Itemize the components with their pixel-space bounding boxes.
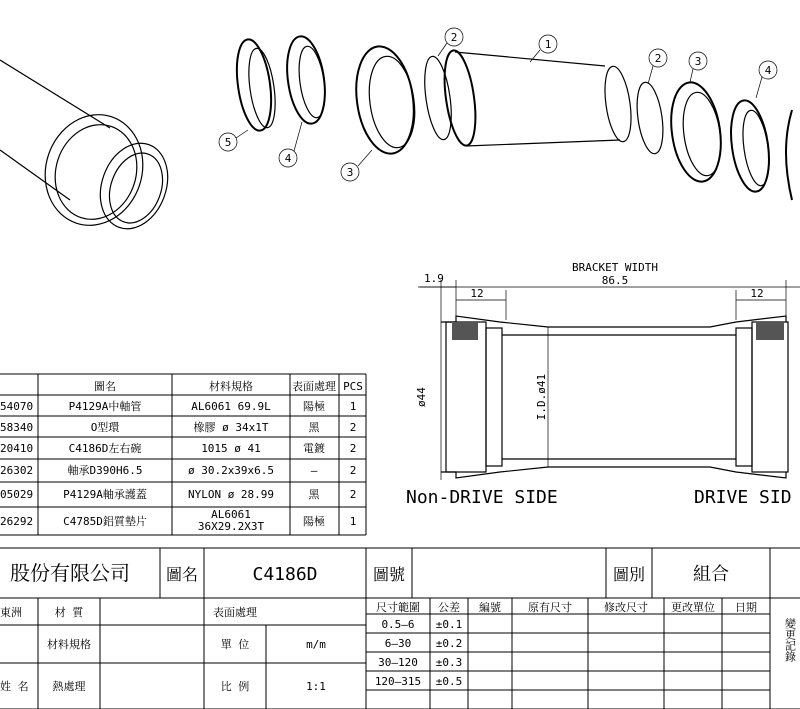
balloon-1 bbox=[530, 35, 557, 62]
tol-header: 原有尺寸 bbox=[528, 601, 572, 614]
svg-text:05029: 05029 bbox=[0, 488, 34, 501]
tol-value: ±0.2 bbox=[435, 637, 463, 650]
svg-text:P4129A中軸管: P4129A中軸管 bbox=[68, 400, 142, 413]
part-2-oring-right bbox=[633, 81, 667, 156]
part-4-bearing-cover-right bbox=[726, 98, 774, 194]
svg-text:軸承D390H6.5: 軸承D390H6.5 bbox=[67, 464, 143, 477]
bom-row bbox=[0, 420, 356, 434]
part-3-cup-right bbox=[665, 79, 726, 185]
bom-header-finish: 表面處理 bbox=[292, 380, 336, 393]
bom-row bbox=[0, 487, 356, 501]
tol-header: 尺寸範圍 bbox=[376, 601, 420, 614]
dim-left-cup: 12 bbox=[470, 287, 484, 300]
svg-text:1: 1 bbox=[544, 38, 552, 51]
bom-header-material: 材料規格 bbox=[209, 380, 253, 393]
svg-text:1: 1 bbox=[349, 400, 357, 413]
bom-table bbox=[0, 374, 366, 535]
unit-value: m/m bbox=[306, 638, 326, 651]
bracket-width-value: 86.5 bbox=[601, 274, 629, 287]
svg-text:2: 2 bbox=[349, 488, 357, 501]
drawing-name: C4186D bbox=[252, 564, 318, 585]
finish-label: 表面處理 bbox=[213, 606, 257, 619]
svg-text:2: 2 bbox=[349, 442, 357, 455]
category: 組合 bbox=[693, 564, 729, 585]
drive-side-label: DRIVE SID bbox=[694, 487, 792, 508]
part-2-oring-left bbox=[420, 55, 455, 142]
svg-text:3: 3 bbox=[346, 166, 354, 179]
scale-label: 比 例 bbox=[220, 680, 250, 693]
tol-value: ±0.5 bbox=[435, 675, 463, 688]
svg-text:2: 2 bbox=[349, 464, 357, 477]
svg-text:26292: 26292 bbox=[0, 515, 34, 528]
svg-text:1: 1 bbox=[349, 515, 357, 528]
category-label: 圖別 bbox=[612, 565, 646, 584]
bracket-width-label: BRACKET WIDTH bbox=[571, 261, 659, 274]
balloon-3-right bbox=[689, 52, 707, 82]
svg-text:5: 5 bbox=[224, 136, 232, 149]
section-view bbox=[406, 261, 800, 508]
scale-value: 1:1 bbox=[306, 680, 326, 693]
part-5-spacer-right bbox=[786, 110, 792, 200]
tol-value: ±0.3 bbox=[435, 656, 463, 669]
exploded-view bbox=[0, 28, 792, 238]
svg-text:–: – bbox=[310, 464, 318, 477]
svg-text:4: 4 bbox=[284, 152, 292, 165]
svg-text:P4129A軸承護蓋: P4129A軸承護蓋 bbox=[63, 488, 147, 501]
svg-text:36X29.2X3T: 36X29.2X3T bbox=[197, 520, 265, 533]
svg-text:橡膠 ø 34x1T: 橡膠 ø 34x1T bbox=[193, 421, 269, 434]
svg-text:C4785D鋁質墊片: C4785D鋁質墊片 bbox=[63, 515, 147, 528]
part-3-cup-left bbox=[350, 43, 420, 158]
name-label: 姓 名 bbox=[0, 680, 29, 693]
bom-header-name: 圖名 bbox=[94, 380, 116, 393]
svg-text:黑: 黑 bbox=[308, 421, 320, 434]
tol-header: 更改單位 bbox=[671, 601, 715, 614]
material-spec-label: 材料規格 bbox=[47, 638, 91, 651]
svg-text:AL6061: AL6061 bbox=[211, 508, 251, 521]
balloon-5 bbox=[219, 130, 248, 151]
balloon-2-right bbox=[648, 49, 667, 84]
bom-header-pcs: PCS bbox=[343, 380, 363, 393]
bom-row bbox=[0, 441, 356, 455]
title-block bbox=[0, 548, 800, 709]
dim-left-offset: 1.9 bbox=[424, 272, 444, 285]
part-4-bearing-cover bbox=[282, 34, 330, 126]
cylinder-partial-left bbox=[0, 60, 179, 238]
heat-label: 熱處理 bbox=[52, 680, 86, 693]
designer: 東洲 bbox=[0, 606, 22, 619]
svg-text:陽極: 陽極 bbox=[303, 515, 325, 528]
tol-value: ±0.1 bbox=[435, 618, 463, 631]
svg-text:C4186D左右碗: C4186D左右碗 bbox=[68, 442, 142, 455]
bom-row bbox=[0, 508, 356, 533]
company-name: 股份有限公司 bbox=[10, 561, 130, 585]
part-1-bb-tube bbox=[439, 49, 635, 148]
svg-text:黑: 黑 bbox=[308, 488, 320, 501]
svg-text:20410: 20410 bbox=[0, 442, 34, 455]
dim-right-cup: 12 bbox=[750, 287, 764, 300]
balloon-4-left bbox=[279, 122, 302, 167]
tol-range: 0.5–6 bbox=[381, 618, 415, 631]
svg-text:26302: 26302 bbox=[0, 464, 34, 477]
svg-text:NYLON ø 28.99: NYLON ø 28.99 bbox=[187, 488, 275, 501]
svg-text:1015 ø 41: 1015 ø 41 bbox=[201, 442, 261, 455]
tol-header: 修改尺寸 bbox=[604, 601, 648, 614]
balloon-3-left bbox=[341, 150, 372, 181]
bom-row bbox=[0, 463, 356, 477]
svg-text:陽極: 陽極 bbox=[303, 400, 325, 413]
tol-header: 編號 bbox=[479, 601, 501, 614]
svg-text:2: 2 bbox=[349, 421, 357, 434]
revision-label: 變更記錄 bbox=[783, 618, 797, 662]
tol-range: 6–30 bbox=[384, 637, 412, 650]
drawing-name-label: 圖名 bbox=[165, 565, 199, 584]
balloon-4-right bbox=[756, 61, 777, 98]
non-drive-side-label: Non-DRIVE SIDE bbox=[406, 487, 558, 508]
svg-text:2: 2 bbox=[654, 52, 662, 65]
bom-row bbox=[0, 399, 356, 413]
bearing-right bbox=[756, 322, 784, 340]
svg-text:電鍍: 電鍍 bbox=[303, 442, 325, 455]
tol-header: 公差 bbox=[438, 601, 460, 614]
material-label: 材 質 bbox=[54, 606, 84, 619]
part-5-spacer bbox=[232, 37, 280, 133]
svg-text:ø 30.2x39x6.5: ø 30.2x39x6.5 bbox=[187, 464, 275, 477]
dim-inner-dia: I.D.ø41 bbox=[535, 373, 548, 421]
unit-label: 單 位 bbox=[220, 638, 250, 651]
tol-header: 日期 bbox=[735, 601, 757, 614]
svg-text:4: 4 bbox=[764, 64, 772, 77]
dim-outer-dia: ø44 bbox=[415, 387, 428, 407]
svg-text:O型環: O型環 bbox=[90, 421, 120, 434]
tol-range: 30–120 bbox=[378, 656, 418, 669]
drawing-no-label: 圖號 bbox=[372, 565, 406, 584]
svg-text:AL6061 69.9L: AL6061 69.9L bbox=[191, 400, 271, 413]
bearing-left bbox=[452, 322, 478, 340]
tol-range: 120–315 bbox=[374, 675, 422, 688]
svg-text:58340: 58340 bbox=[0, 421, 34, 434]
svg-text:2: 2 bbox=[450, 31, 458, 44]
svg-text:54070: 54070 bbox=[0, 400, 34, 413]
svg-text:3: 3 bbox=[694, 55, 702, 68]
